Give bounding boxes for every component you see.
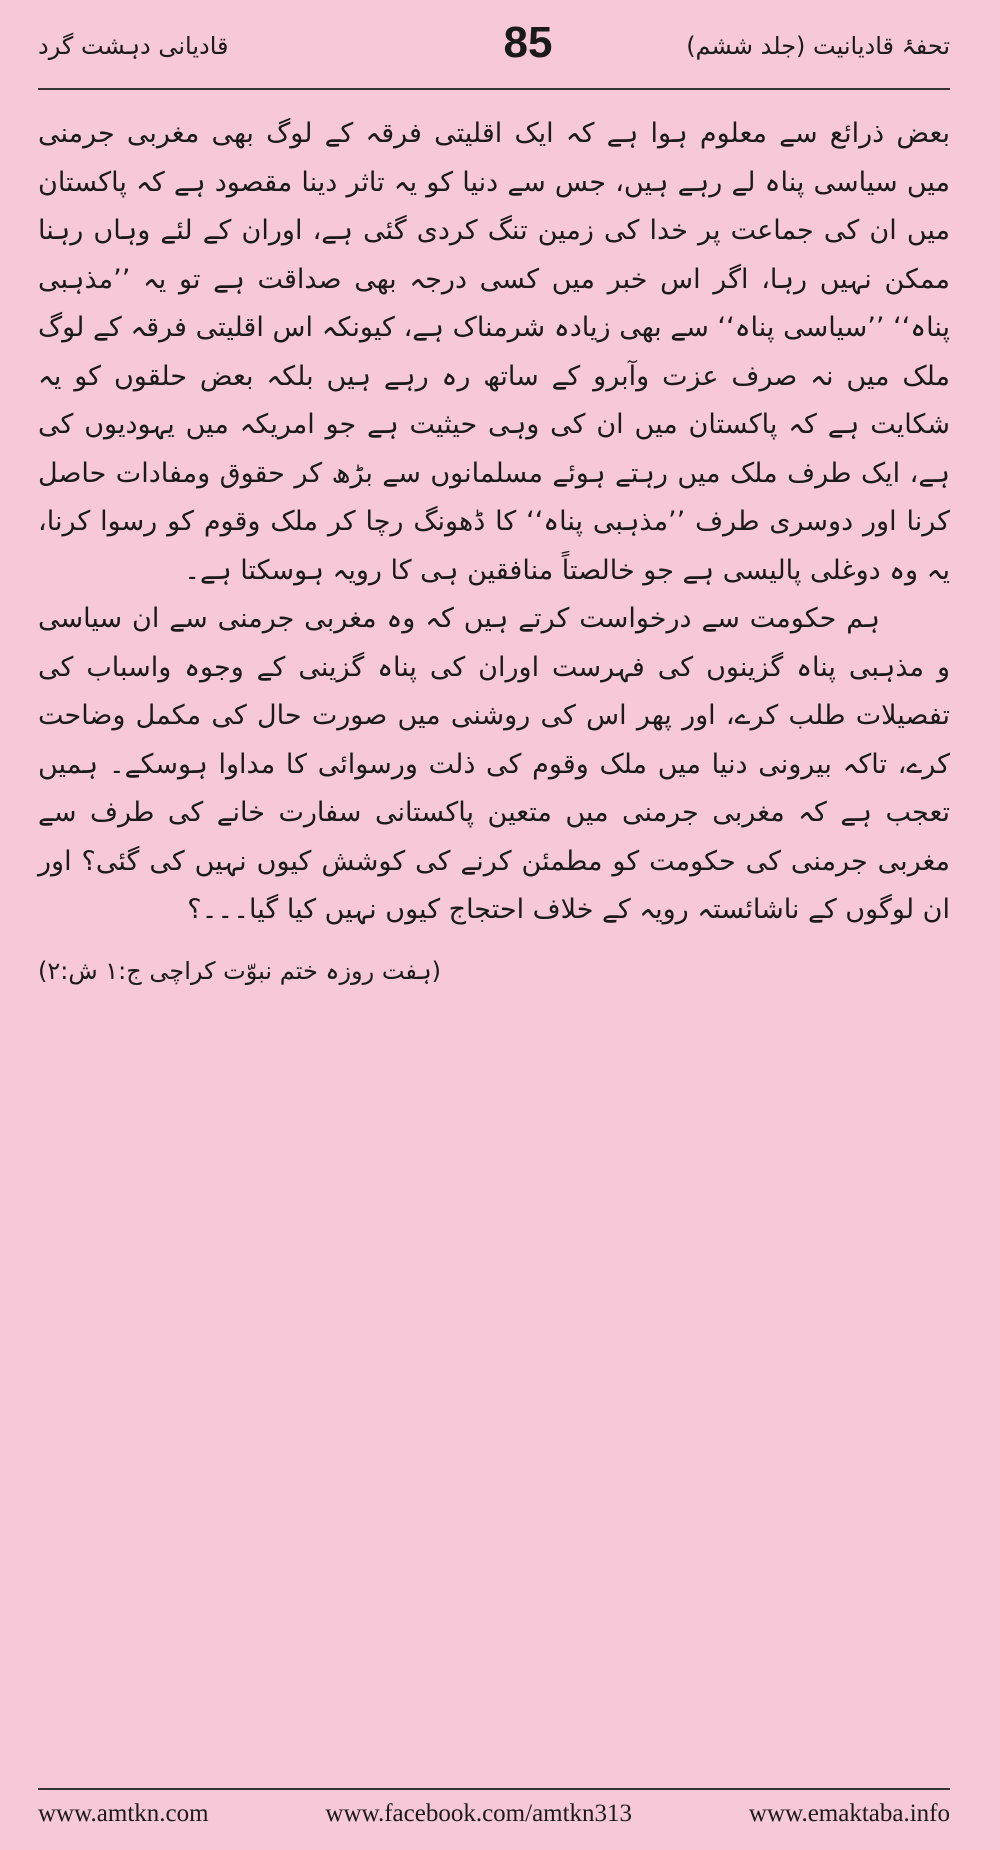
header-divider [38,88,950,90]
page-footer [38,1794,950,1834]
footer-divider [38,1788,950,1790]
page-number: 85 [503,18,553,67]
citation: (ہفت روزہ ختم نبوّت کراچی ج:۱ ش:۲) [38,956,441,985]
footer-link-facebook[interactable]: www.facebook.com/amtkn313 [325,1800,633,1827]
book-title: تحفۂ قادیانیت (جلد ششم) [686,32,950,60]
main-text [38,110,950,995]
paragraph-1: بعض ذرائع سے معلوم ہوا ہے کہ ایک اقلیتی فرقہ کے لوگ بھی مغربی جرمنی میں سیاسی پناہ لے رہے ہیں، جس سے دنیا کو یہ تاثر دینا مقصود ہے کہ پاکستان میں ان کی جماعت پر خدا کی زمین تنگ کردی گئی ہے، اوران کے لئے وہاں رہنا ممکن نہیں رہا، اگر اس خبر میں کسی درجہ بھی صداقت ہے تو یہ ’’مذہبی پناہ‘‘ ’’سیاسی پناہ‘‘ سے بھی زیادہ شرمناک ہے، کیونکہ اس اقلیتی فرقہ کے لوگ ملک میں نہ صرف عزت وآبرو کے ساتھ رہ رہے ہیں بلکہ بعض حلقوں کو یہ شکایت ہے کہ پاکستان میں ان کی وہی حیثیت ہے جو امریکہ میں یہودیوں کی ہے، ایک طرف ملک میں رہتے ہوئے مسلمانوں سے بڑھ کر حقوق ومفادات حاصل کرنا اور دوسری طرف ’’مذہبی پناہ‘‘ کا ڈھونگ رچا کر ملک وقوم کو رسوا کرنا، یہ وہ دوغلی پالیسی ہے جو خالصتاً منافقین ہی کا رویہ ہوسکتا ہے۔ [38,118,950,586]
citation-row [38,935,950,996]
footer-link-emaktaba[interactable]: www.emaktaba.info [748,1800,950,1827]
page-header [38,18,950,88]
paragraph-2: ہم حکومت سے درخواست کرتے ہیں کہ وہ مغربی جرمنی سے ان سیاسی و مذہبی پناہ گزینوں کی فہرست اوران کی پناہ گزینی کے وجوہ واسباب کی تفصیلات طلب کرے، اور پھر اس کی روشنی میں صورت حال کی مکمل وضاحت کرے، تاکہ بیرونی دنیا میں ملک وقوم کی ذلت ورسوائی کا مداوا ہوسکے۔ ہمیں تعجب ہے کہ مغربی جرمنی میں متعین پاکستانی سفارت خانے کی طرف سے مغربی جرمنی کی حکومت کو مطمئن کرنے کی کوشش کیوں نہیں کی گئی؟ اور ان لوگوں کے ناشائستہ رویہ کے خلاف احتجاج کیوں نہیں کیا گیا۔۔۔؟ [38,603,950,925]
section-title: قادیانی دہشت گرد [38,32,229,60]
footer-link-amtkn[interactable]: www.amtkn.com [38,1800,209,1827]
